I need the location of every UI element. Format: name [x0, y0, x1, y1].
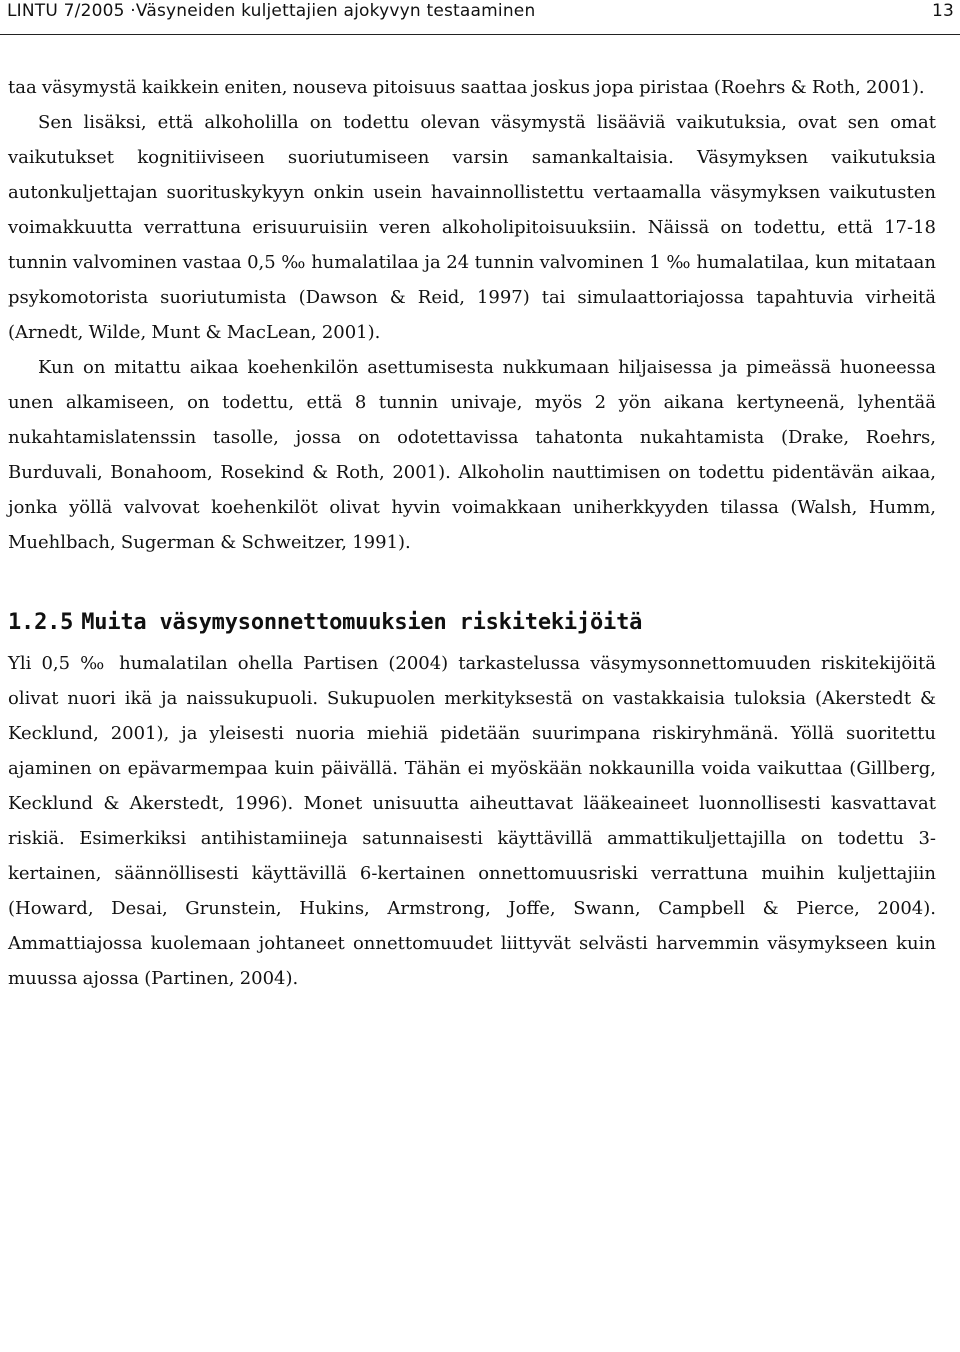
running-header-title: LINTU 7/2005 ·Väsyneiden kuljettajien ajokyvyn testaaminen [7, 1, 536, 21]
body-paragraph-2: Sen lisäksi, että alkoholilla on todettu olevan väsymystä lisääviä vaikutuksia, ovat sen omat vaikutukset kognitiiviseen suoriutumiseen varsin samankaltaisia. Väsymyksen vaikutuksia autonkuljettajan suorituskykyyn onkin usein havainnollistettu vertaamalla väsymyksen vaikutusten voimakkuutta verrattuna erisuuruisiin veren alkoholipitoisuuksiin. Näissä on todettu, että 17-18 tunnin valvominen vastaa 0,5 ‰ humalatilaa ja 24 tunnin valvominen 1 ‰ humalatilaa, kun mitataan psykomotorista suoriutumista (Dawson & Reid, 1997) tai simulaattoriajossa tapahtuvia virheitä (Arnedt, Wilde, Munt & MacLean, 2001). [8, 112, 936, 343]
section-heading [8, 608, 936, 638]
section-paragraph: Yli 0,5 ‰ humalatilan ohella Partisen (2004) tarkastelussa väsymysonnettomuuden riskitekijöitä olivat nuori ikä ja naissukupuoli. Sukupuolen merkityksestä on vastakkaisia tuloksia (Akerstedt & Kecklund, 2001), ja yleisesti nuoria miehiä pidetään suurimpana riskiryhmänä. Yöllä suoritettu ajaminen on epävarmempaa kuin päivällä. Tähän ei myöskään nokkaunilla voida vaikuttaa (Gillberg, Kecklund & Akerstedt, 1996). Monet unisuutta aiheuttavat lääkeaineet luonnollisesti kasvattavat riskiä. Esimerkiksi antihistamiineja satunnaisesti käyttävillä ammattikuljettajilla on todettu 3-kertainen, säännöllisesti käyttävillä 6-kertainen onnettomuusriski verrattuna muihin kuljettajiin (Howard, Desai, Grunstein, Hukins, Armstrong, Joffe, Swann, Campbell & Pierce, 2004). Ammattiajossa kuolemaan johtaneet onnettomuudet liittyvät selvästi harvemmin väsymykseen kuin muussa ajossa (Partinen, 2004). [8, 653, 936, 989]
page-body [8, 70, 936, 996]
body-paragraph-3: Kun on mitattu aikaa koehenkilön asettumisesta nukkumaan hiljaisessa ja pimeässä huoneessa unen alkamiseen, on todettu, että 8 tunnin univaje, myös 2 yön aikana kertyneenä, lyhentää nukahtamislatenssin tasolle, jossa on odotettavissa tahatonta nukahtamista (Drake, Roehrs, Burduvali, Bonahoom, Rosekind & Roth, 2001). Alkoholin nauttimisen on todettu pidentävän aikaa, jonka yöllä valvovat koehenkilöt olivat hyvin voimakkaan uniherkkyyden tilassa (Walsh, Humm, Muehlbach, Sugerman & Schweitzer, 1991). [8, 357, 936, 553]
section-number: 1.2.5 [8, 610, 74, 635]
running-header [0, 0, 960, 35]
body-paragraph-1: taa väsymystä kaikkein eniten, nouseva pitoisuus saattaa joskus jopa piristaa (Roehrs & Roth, 2001). [8, 77, 925, 98]
section-title: Muita väsymysonnettomuuksien riskitekijöitä [81, 610, 643, 635]
page-number: 13 [931, 1, 954, 21]
